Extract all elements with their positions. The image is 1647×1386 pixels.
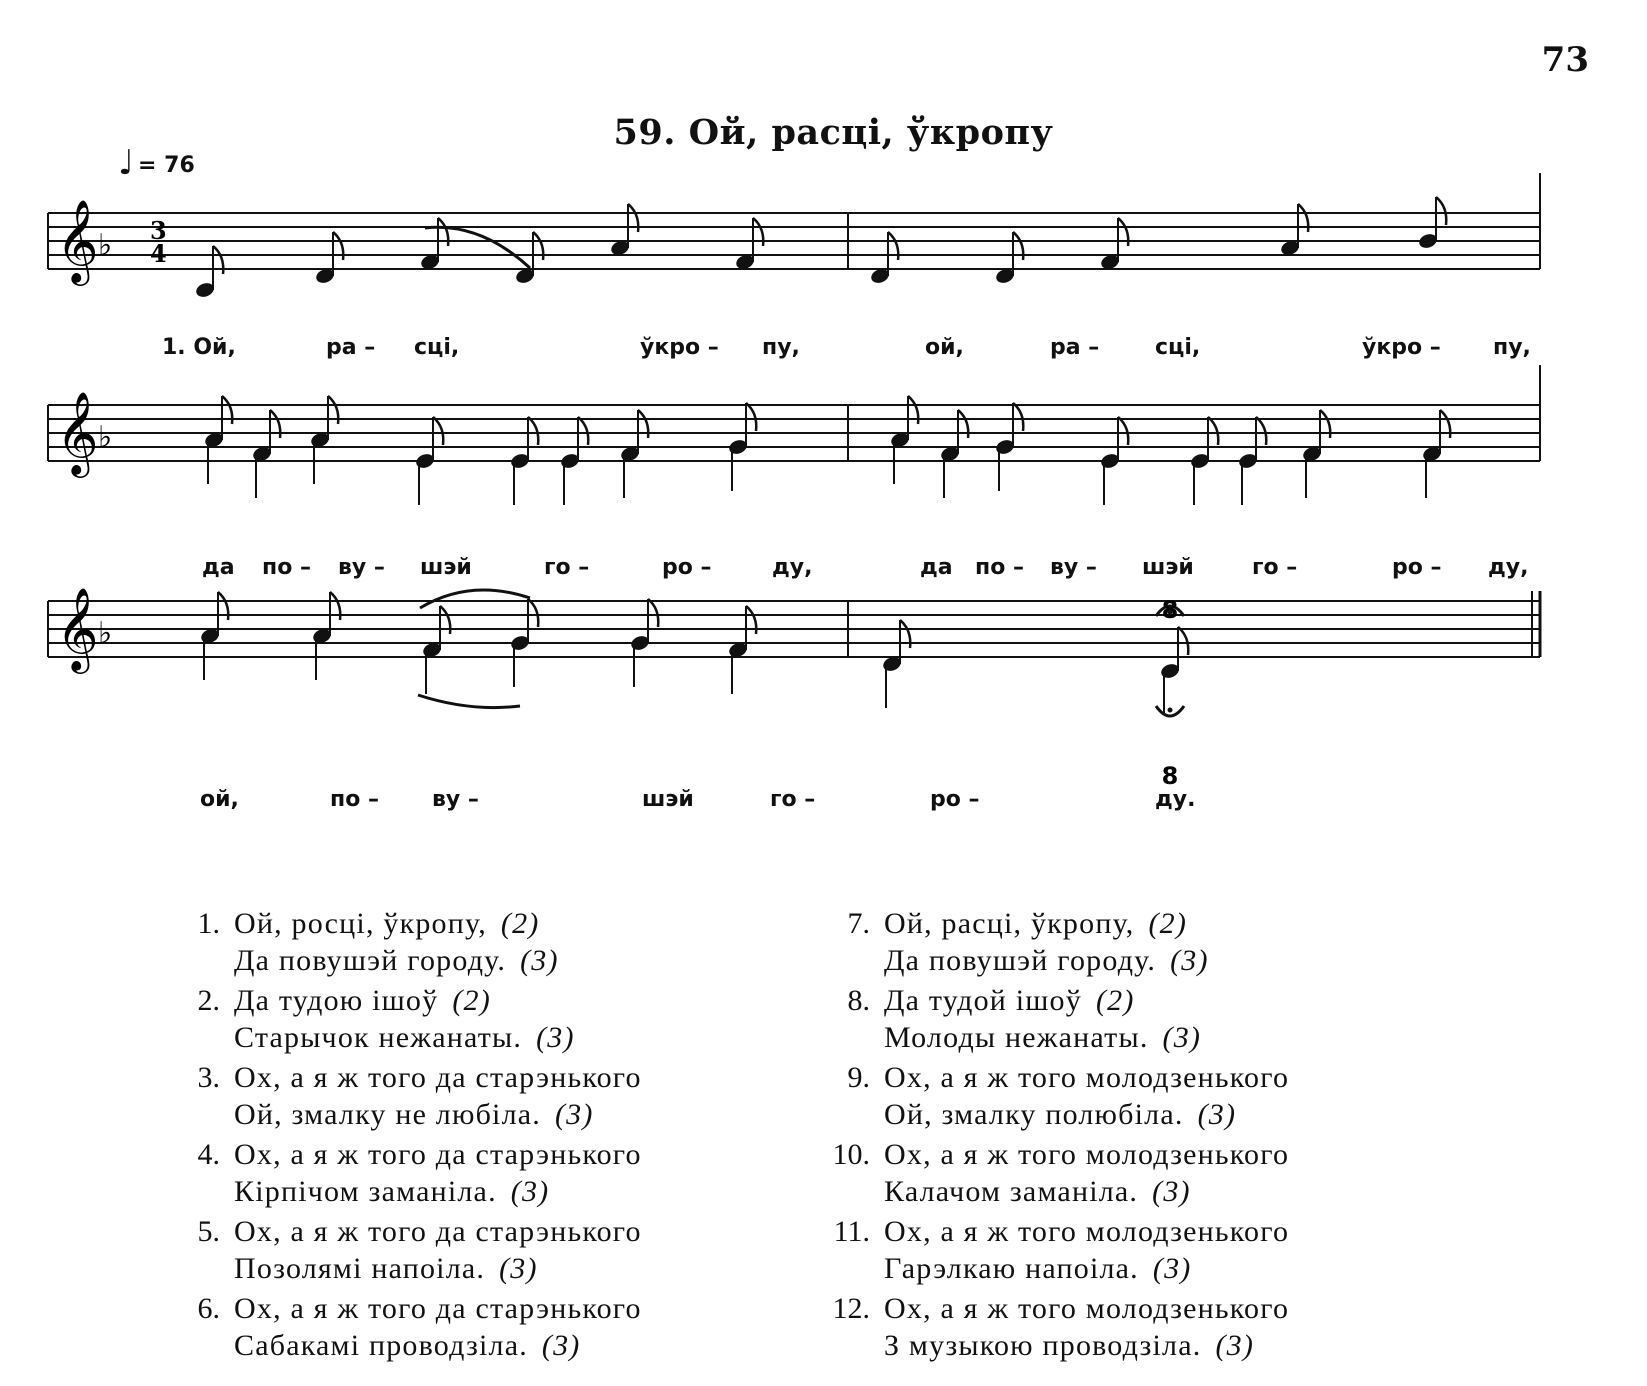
verse-number: 8. (847, 984, 870, 1017)
flat-icon: ♭ (98, 228, 113, 263)
verse-line-text: Ох, а я ж того да старэнького (234, 1061, 642, 1094)
treble-clef-icon: 𝄞 (56, 390, 99, 474)
tempo-value: = 76 (138, 153, 195, 178)
repeat-mark: (3) (1152, 1252, 1192, 1285)
verse-line-2 (222, 1327, 642, 1364)
octave-mark-above: 8 (1161, 596, 1179, 624)
verse-line-1 (872, 1213, 1289, 1250)
lyric-syllable: сці, (414, 335, 460, 360)
verse-line-1 (222, 982, 642, 1019)
note-flag (1436, 197, 1446, 225)
verse-7 (847, 905, 1289, 981)
lyric-syllable: ра – (1050, 335, 1100, 360)
lyric-syllable: пу, (762, 335, 800, 360)
verse-line-text: Ох, а я ж того да старэнького (234, 1292, 642, 1325)
lyric-syllable: по – (262, 555, 311, 580)
lyric-syllable: по – (975, 555, 1024, 580)
verse-number: 2. (197, 984, 220, 1017)
verse-line-1 (872, 905, 1289, 942)
verse-4 (197, 1136, 642, 1212)
lyric-syllable: ду, (1488, 555, 1529, 580)
verse-line-text: Ох, а я ж того молодзенького (884, 1215, 1290, 1248)
lyric-syllable: шэй (642, 787, 694, 812)
note-flag (1013, 403, 1023, 431)
time-signature-top: 3 (150, 216, 167, 245)
repeat-mark: (2) (452, 984, 491, 1017)
verse-line-1 (222, 905, 642, 942)
verse-line-2 (872, 1096, 1289, 1133)
lyric-syllable: ву – (432, 787, 479, 812)
repeat-mark: (3) (536, 1021, 575, 1054)
verse-number: 1. (197, 907, 220, 940)
repeat-mark: (3) (1197, 1098, 1237, 1131)
verse-line-text: Кірпічом заманіла. (234, 1175, 497, 1208)
lyric-syllable: го – (544, 555, 590, 580)
verse-11 (833, 1213, 1290, 1289)
repeat-mark: (3) (520, 944, 559, 977)
verse-number: 9. (847, 1061, 870, 1094)
note-flag (433, 417, 443, 445)
verse-line-text: Сабакамі проводзіла. (234, 1329, 528, 1362)
repeat-mark: (2) (1148, 907, 1188, 940)
verse-column-left (197, 905, 642, 1367)
repeat-mark: (3) (499, 1252, 538, 1285)
lyric-syllable: ву – (1050, 555, 1097, 580)
verse-number: 12. (832, 1292, 870, 1325)
lyric-syllable: да (920, 555, 953, 580)
verse-number: 10. (832, 1138, 870, 1171)
lyric-syllable: го – (1252, 555, 1298, 580)
verse-number: 4. (197, 1138, 220, 1171)
lyric-syllable: ву – (338, 555, 385, 580)
lyric-syllable: го – (770, 787, 816, 812)
verse-line-1 (222, 1213, 642, 1250)
lyric-syllable: ро – (930, 787, 980, 812)
verse-line-text: Ох, а я ж того да старэнького (234, 1138, 642, 1171)
note-flag (1256, 417, 1266, 445)
repeat-mark: (3) (541, 1329, 581, 1362)
verse-line-1 (872, 1059, 1289, 1096)
verse-line-text: Старычок нежанаты. (234, 1021, 523, 1054)
verse-line-text: Да повушэй городу. (234, 944, 507, 977)
verse-number: 6. (197, 1292, 220, 1325)
lyric-syllable: ду. (1155, 787, 1196, 812)
verse-line-text: Гарэлкаю напоіла. (884, 1252, 1139, 1285)
verse-8 (847, 982, 1289, 1058)
repeat-mark: (3) (1215, 1329, 1255, 1362)
verse-line-2 (872, 1173, 1289, 1210)
note-flag (528, 417, 538, 445)
lyric-syllable: ду, (772, 555, 813, 580)
note-flag (1208, 417, 1218, 445)
verse-2 (197, 982, 642, 1058)
lyric-syllable: по – (330, 787, 379, 812)
verse-6 (197, 1290, 642, 1366)
repeat-mark: (3) (554, 1098, 594, 1131)
lyric-line-3 (0, 787, 1647, 819)
verse-line-2 (222, 1173, 642, 1210)
verse-line-text: Да тудой ішоў (884, 984, 1082, 1017)
verse-line-1 (872, 982, 1289, 1019)
verse-line-text: Ох, а я ж того молодзенького (884, 1138, 1290, 1171)
slur (420, 590, 530, 608)
verse-line-1 (222, 1136, 642, 1173)
verse-line-text: Ох, а я ж того молодзенького (884, 1292, 1290, 1325)
verse-line-1 (222, 1059, 642, 1096)
verse-number: 11. (833, 1215, 870, 1248)
octave-mark-below: 8 (1161, 762, 1179, 790)
verse-line-1 (222, 1290, 642, 1327)
lyric-line-2 (0, 555, 1647, 587)
verse-12 (832, 1290, 1290, 1366)
lyric-syllable: шэй (420, 555, 472, 580)
lyric-syllable: пу, (1493, 335, 1531, 360)
slur (425, 227, 530, 268)
lyric-syllable: шэй (1142, 555, 1194, 580)
verse-line-1 (872, 1290, 1289, 1327)
note-flag (1118, 417, 1128, 445)
lyric-syllable: да (202, 555, 235, 580)
verse-number: 3. (197, 1061, 220, 1094)
lyric-syllable: сці, (1155, 335, 1201, 360)
time-signature-bottom: 4 (150, 239, 167, 268)
verse-line-text: Ох, а я ж того молодзенького (884, 1061, 1290, 1094)
verse-line-text: Позолямі напоіла. (234, 1252, 486, 1285)
quarter-note-icon: ♩ (118, 143, 135, 183)
note-flag (578, 417, 588, 445)
verse-number: 7. (847, 907, 870, 940)
treble-clef-icon: 𝄞 (56, 198, 99, 282)
verse-number: 5. (197, 1215, 220, 1248)
note-flag (528, 599, 538, 627)
verse-9 (847, 1059, 1290, 1135)
lyric-line-1 (0, 335, 1647, 367)
repeat-mark: (3) (1162, 1021, 1202, 1054)
verse-line-text: Ой, росці, ўкропу, (234, 907, 487, 940)
slur (418, 695, 520, 708)
lyric-syllable: ўкро – (1362, 335, 1441, 360)
flat-icon: ♭ (98, 616, 113, 651)
fermata-dot (1168, 708, 1173, 713)
repeat-mark: (3) (510, 1175, 550, 1208)
verse-line-2 (872, 1019, 1289, 1056)
note-flag (746, 403, 756, 431)
verse-line-text: Молоды нежанаты. (884, 1021, 1149, 1054)
page-number: 73 (1541, 40, 1589, 80)
verse-line-text: З музыкою проводзіла. (884, 1329, 1202, 1362)
lyric-syllable: ро – (1392, 555, 1442, 580)
verse-line-text: Калачом заманіла. (884, 1175, 1139, 1208)
verse-column-right (832, 905, 1290, 1367)
verse-line-2 (872, 1327, 1289, 1364)
verse-line-text: Ой, змалку полюбіла. (884, 1098, 1184, 1131)
repeat-mark: (3) (1152, 1175, 1191, 1208)
repeat-mark: (2) (500, 907, 540, 940)
repeat-mark: (2) (1095, 984, 1135, 1017)
note-flag (1178, 627, 1188, 655)
verse-10 (832, 1136, 1290, 1212)
treble-clef-icon: 𝄞 (56, 586, 99, 670)
lyric-syllable: ро – (662, 555, 712, 580)
note-flag (648, 599, 658, 627)
verse-line-2 (872, 942, 1289, 979)
verse-line-text: Ох, а я ж того да старэнького (234, 1215, 642, 1248)
lyric-syllable: ой, (200, 787, 239, 812)
repeat-mark: (3) (1170, 944, 1209, 977)
song-title: 59. Ой, расці, ўкропу (613, 112, 1054, 153)
verse-line-text: Ой, расці, ўкропу, (884, 907, 1135, 940)
flat-icon: ♭ (98, 420, 113, 455)
lyric-syllable: ра – (326, 335, 376, 360)
verse-line-text: Ой, змалку не любіла. (234, 1098, 541, 1131)
verse-line-2 (222, 1250, 642, 1287)
verse-line-text: Да повушэй городу. (884, 944, 1157, 977)
verse-line-text: Да тудою ішоў (234, 984, 439, 1017)
verse-3 (197, 1059, 642, 1135)
verse-line-1 (872, 1136, 1289, 1173)
verse-line-2 (222, 942, 642, 979)
lyric-syllable: ўкро – (640, 335, 719, 360)
lyric-syllable: 1. Ой, (162, 335, 236, 360)
verse-line-2 (872, 1250, 1289, 1287)
verse-line-2 (222, 1019, 642, 1056)
lyric-syllable: ой, (925, 335, 964, 360)
verse-line-2 (222, 1096, 642, 1133)
verse-5 (197, 1213, 642, 1289)
verse-1 (197, 905, 642, 981)
